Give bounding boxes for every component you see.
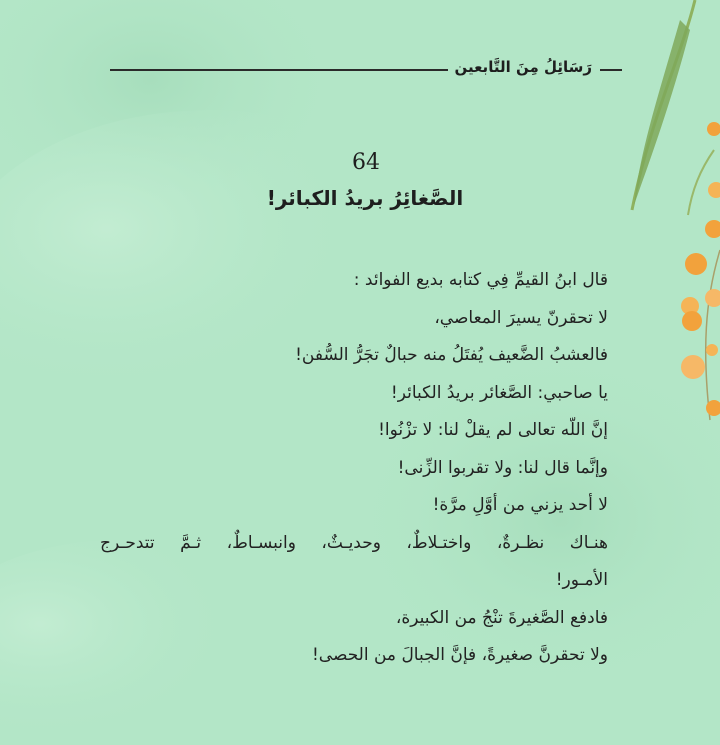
- text-line: قال ابنُ القيمِّ فِي كتابه بديع الفوائد :: [353, 270, 608, 290]
- text-line: هنـاك نظـرةٌ، واختـلاطٌ، وحديـثٌ، وانبسـاطٌ، ثـمَّ تتدحـرج: [100, 532, 608, 553]
- text-line: ولا تحقرنَّ صغيرةً، فإنَّ الجبالَ من الحصى!: [311, 645, 608, 665]
- running-header: [110, 58, 622, 82]
- header-dash: [600, 69, 622, 71]
- body-text: [100, 262, 608, 675]
- text-line: إنَّ اللّه تعالى لم يقلْ لنا: لا تزْنُوا!: [378, 420, 608, 440]
- text-line: فادفع الصَّغيرةَ تنْجُ من الكبيرة،: [395, 607, 608, 628]
- page-number: 64: [352, 150, 380, 175]
- text-line: فالعشبُ الضَّعيف يُفتَلُ منه حبالٌ تجَرُّ السُّفن!: [295, 345, 608, 365]
- header-rule: [110, 69, 448, 71]
- text-line: وإنَّما قال لنا: ولا تقربوا الزِّنى!: [397, 457, 608, 478]
- text-line: لا تحقرنّ يسيرَ المعاصي،: [434, 307, 608, 328]
- text-line: الأمـور!: [555, 570, 608, 590]
- book-title: رَسَائِلُ مِنَ التَّابعين: [454, 58, 592, 76]
- text-line: لا أحد يزني من أوَّلِ مرَّة!: [432, 495, 608, 515]
- floral-decoration: [610, 0, 720, 430]
- chapter-title: الصَّغائِرُ بريدُ الكبائر!: [266, 186, 464, 210]
- text-line: يا صاحبي: الصَّغائر بريدُ الكبائر!: [390, 382, 608, 403]
